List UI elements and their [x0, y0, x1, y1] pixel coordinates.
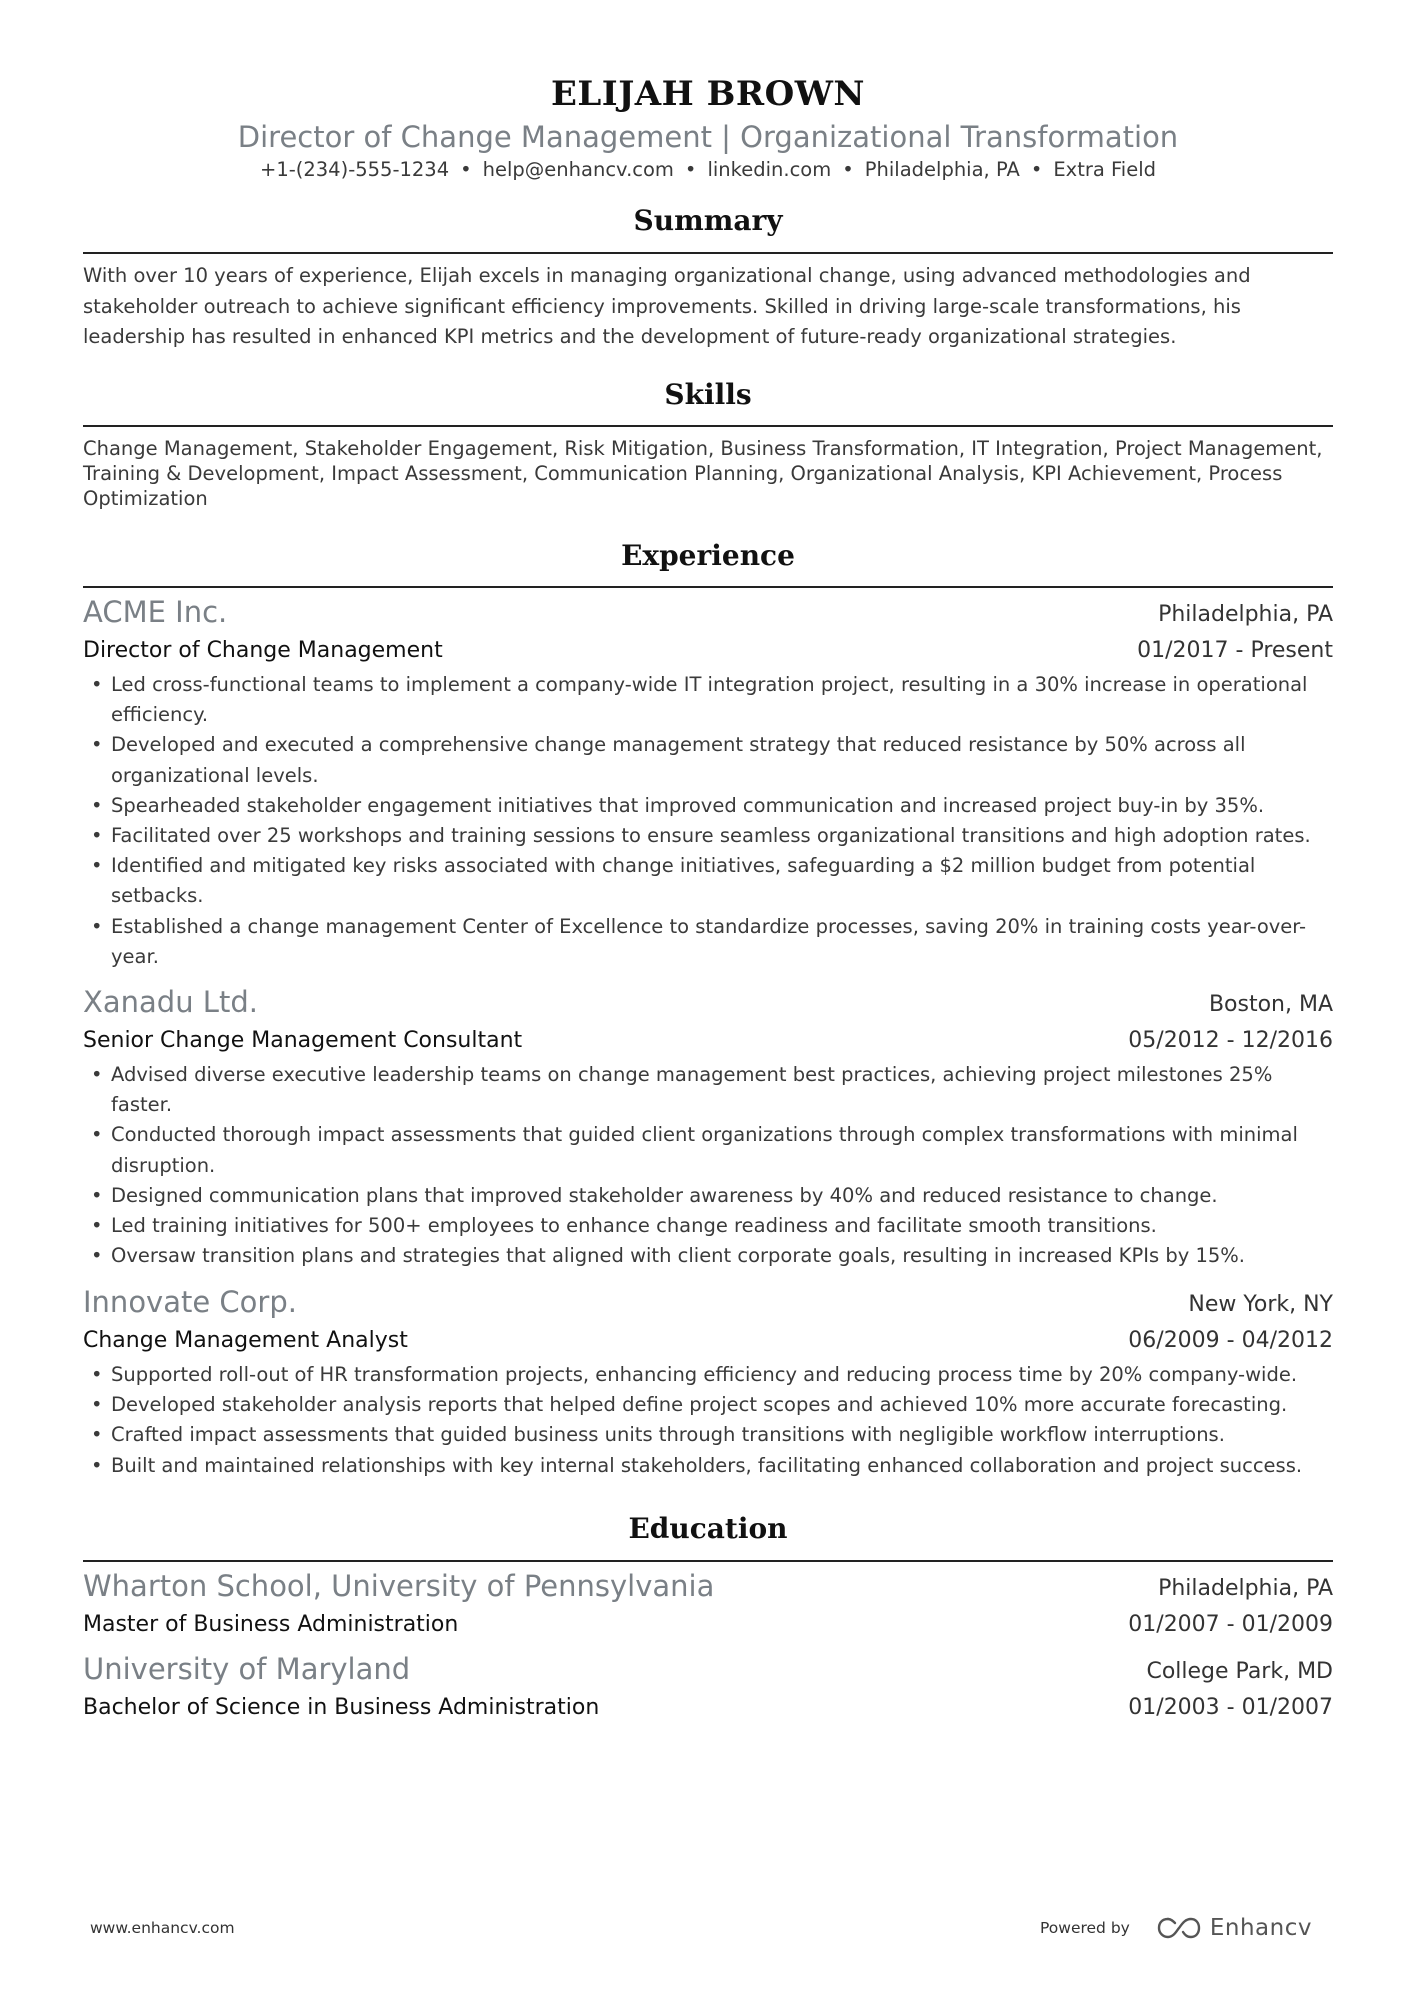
- degree: Master of Business Administration: [83, 1612, 459, 1637]
- contact-phone: +1-(234)-555-1234: [259, 158, 450, 181]
- education-header: [83, 1652, 1333, 1686]
- bullet-item: • Developed stakeholder analysis reports that helped define project scopes and achieved 10% more accurate forecasting.: [83, 1390, 1333, 1420]
- education-header: [83, 1569, 1333, 1603]
- school-name: University of Maryland: [83, 1652, 411, 1686]
- skills-text: Change Management, Stakeholder Engagement, Risk Mitigation, Business Transformation, IT Integration, Project Management, Training & Development, Impact Assessment, Communication Planning, Organizational Analysis, KPI Achievement, Process Optimization: [83, 437, 1323, 510]
- bullet-item: • Built and maintained relationships with key internal stakeholders, facilitating enhanced collaboration and project success.: [83, 1451, 1333, 1481]
- bullet-item: • Established a change management Center of Excellence to standardize processes, saving 20% in training costs year-over-year.: [83, 912, 1333, 972]
- job-bullets: [83, 1360, 1333, 1481]
- school-location: College Park, MD: [1146, 1659, 1333, 1684]
- degree: Bachelor of Science in Business Administration: [83, 1695, 600, 1720]
- section-title-experience: Experience: [621, 539, 795, 572]
- infinity-logo-icon: [1156, 1914, 1202, 1942]
- job-dates: 05/2012 - 12/2016: [1128, 1028, 1333, 1053]
- job-header: [83, 595, 1333, 629]
- job-location: New York, NY: [1188, 1292, 1333, 1317]
- footer-branding[interactable]: [1040, 1910, 1312, 1946]
- powered-by-label: Powered by: [1040, 1919, 1130, 1937]
- job-header: [83, 1285, 1333, 1319]
- separator-dot: •: [460, 158, 472, 181]
- separator-dot: •: [842, 158, 854, 181]
- company-name: ACME Inc.: [83, 595, 228, 629]
- job-subheader: [83, 629, 1333, 663]
- contact-email[interactable]: help@enhancv.com: [482, 158, 674, 181]
- education-dates: 01/2007 - 01/2009: [1128, 1612, 1333, 1637]
- bullet-item: • Designed communication plans that improved stakeholder awareness by 40% and reduced resistance to change.: [83, 1181, 1333, 1211]
- company-name: Xanadu Ltd.: [83, 985, 258, 1019]
- section-title-skills: Skills: [664, 378, 752, 411]
- summary-text: With over 10 years of experience, Elijah excels in managing organizational change, using advanced methodologies and stakeholder outreach to achieve significant efficiency improvements. Skilled in driving large-scale transformations, his leadership has resulted in enhanced KPI metrics and the development of future-ready organizational strategies.: [83, 264, 1251, 348]
- job-title: Change Management Analyst: [83, 1328, 408, 1353]
- brand-name: Enhancv: [1209, 1915, 1312, 1941]
- candidate-name: ELIJAH BROWN: [550, 74, 866, 114]
- bullet-item: • Crafted impact assessments that guided business units through transitions with negligible workflow interruptions.: [83, 1420, 1333, 1450]
- section-divider: [83, 586, 1333, 588]
- education-subheader: [83, 1686, 1333, 1720]
- job-bullets: [83, 670, 1333, 972]
- job-title: Director of Change Management: [83, 638, 443, 663]
- section-title-education: Education: [628, 1512, 788, 1545]
- school-location: Philadelphia, PA: [1158, 1576, 1333, 1601]
- job-dates: 01/2017 - Present: [1137, 638, 1333, 663]
- contact-line: [83, 158, 1333, 181]
- school-name: Wharton School, University of Pennsylvania: [83, 1569, 715, 1603]
- bullet-item: • Advised diverse executive leadership teams on change management best practices, achieving project milestones 25% faster.: [83, 1060, 1333, 1120]
- bullet-item: • Spearheaded stakeholder engagement initiatives that improved communication and increased project buy-in by 35%.: [83, 791, 1333, 821]
- section-divider: [83, 425, 1333, 427]
- job-subheader: [83, 1319, 1333, 1353]
- job-bullets: [83, 1060, 1333, 1271]
- separator-dot: •: [1030, 158, 1043, 181]
- job-dates: 06/2009 - 04/2012: [1128, 1328, 1333, 1353]
- section-divider: [83, 252, 1333, 254]
- bullet-item: • Led cross-functional teams to implement a company-wide IT integration project, resulting in a 30% increase in operational efficiency.: [83, 670, 1333, 730]
- bullet-item: • Developed and executed a comprehensive change management strategy that reduced resistance by 50% across all organizational levels.: [83, 730, 1333, 790]
- job-location: Philadelphia, PA: [1158, 602, 1333, 627]
- bullet-item: • Conducted thorough impact assessments that guided client organizations through complex transformations with minimal disruption.: [83, 1120, 1333, 1180]
- job-title: Senior Change Management Consultant: [83, 1028, 523, 1053]
- contact-location: Philadelphia, PA: [864, 158, 1020, 181]
- company-name: Innovate Corp.: [83, 1285, 297, 1319]
- contact-extra-field: Extra Field: [1053, 158, 1157, 181]
- footer-website-link[interactable]: www.enhancv.com: [90, 1919, 235, 1937]
- section-title-summary: Summary: [633, 204, 783, 237]
- job-header: [83, 985, 1333, 1019]
- bullet-item: • Identified and mitigated key risks associated with change initiatives, safeguarding a $2 million budget from potential setbacks.: [83, 851, 1333, 911]
- job-location: Boston, MA: [1208, 992, 1333, 1017]
- candidate-headline: Director of Change Management | Organizational Transformation: [237, 120, 1179, 154]
- contact-linkedin[interactable]: linkedin.com: [707, 158, 832, 181]
- bullet-item: • Supported roll-out of HR transformation projects, enhancing efficiency and reducing process time by 20% company-wide.: [83, 1360, 1333, 1390]
- bullet-item: • Oversaw transition plans and strategies that aligned with client corporate goals, resulting in increased KPIs by 15%.: [83, 1241, 1333, 1271]
- bullet-item: • Led training initiatives for 500+ employees to enhance change readiness and facilitate smooth transitions.: [83, 1211, 1333, 1241]
- separator-dot: •: [684, 158, 697, 181]
- education-subheader: [83, 1603, 1333, 1637]
- bullet-item: • Facilitated over 25 workshops and training sessions to ensure seamless organizational transitions and high adoption rates.: [83, 821, 1333, 851]
- job-subheader: [83, 1019, 1333, 1053]
- education-dates: 01/2003 - 01/2007: [1128, 1695, 1333, 1720]
- section-divider: [83, 1560, 1333, 1562]
